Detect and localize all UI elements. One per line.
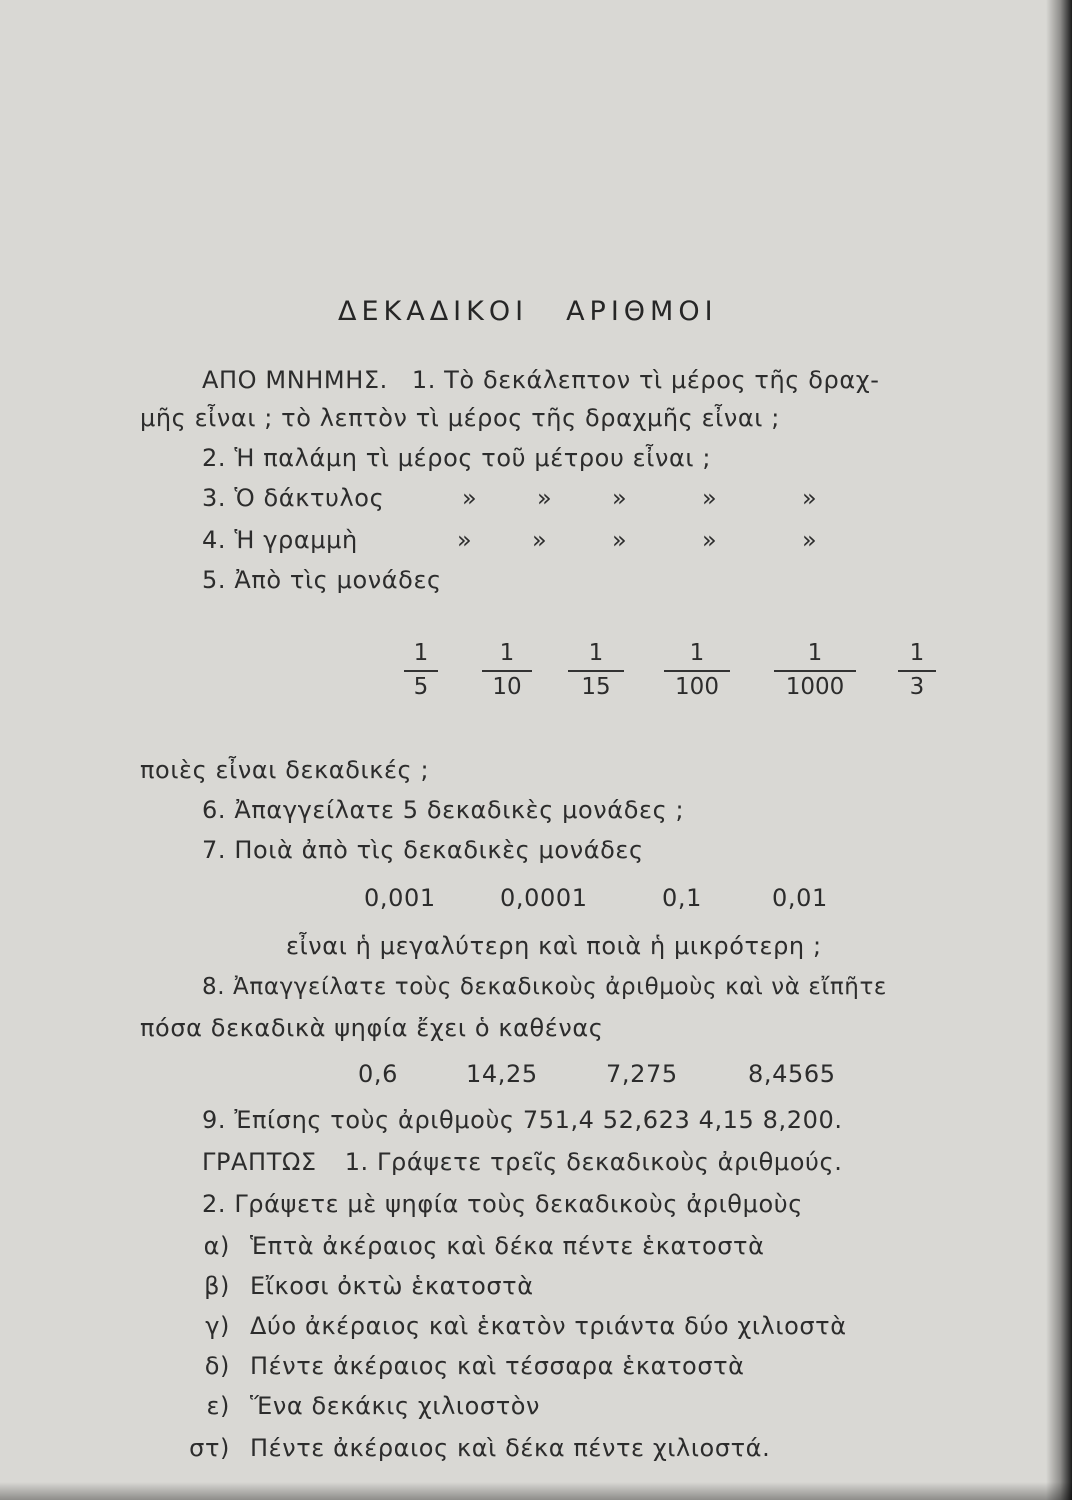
fraction-denominator: 10 bbox=[492, 674, 522, 700]
written-item bbox=[172, 1434, 770, 1462]
decimal-value: 7,275 bbox=[606, 1060, 678, 1088]
written-w1 bbox=[202, 1148, 842, 1176]
decimal-value: 14,25 bbox=[466, 1060, 538, 1088]
fraction-numerator: 1 bbox=[807, 640, 823, 666]
memory-q6: 6. Ἀπαγγείλατε 5 δεκαδικὲς μονάδες ; bbox=[202, 796, 685, 824]
page-edge-shadow-bottom bbox=[0, 1482, 1072, 1500]
decimal-value: 8,4565 bbox=[748, 1060, 836, 1088]
ditto-mark: » bbox=[457, 526, 473, 554]
fraction-denominator: 5 bbox=[413, 674, 429, 700]
ditto-mark: » bbox=[702, 526, 718, 554]
decimal-value: 0,0001 bbox=[500, 884, 588, 912]
title-word-2: ΑΡΙΘΜΟΙ bbox=[566, 296, 718, 327]
memory-q5-tail: ποιὲς εἶναι δεκαδικές ; bbox=[140, 756, 430, 784]
written-heading: ΓΡΑΠΤΩΣ bbox=[202, 1148, 317, 1176]
fraction bbox=[404, 640, 438, 700]
written-item-text: Πέντε ἀκέραιος καὶ δέκα πέντε χιλιοστά. bbox=[250, 1434, 771, 1462]
fraction bbox=[482, 640, 532, 700]
fraction-numerator: 1 bbox=[413, 640, 429, 666]
written-item-text: Δύο ἀκέραιος καὶ ἑκατὸν τριάντα δύο χιλιοστὰ bbox=[250, 1312, 847, 1340]
memory-q4 bbox=[202, 526, 818, 554]
fraction-denominator: 3 bbox=[909, 674, 925, 700]
title-word-1: ΔΕΚΑΔΙΚΟΙ bbox=[338, 296, 529, 327]
ditto-mark: » bbox=[532, 526, 548, 554]
fraction-denominator: 15 bbox=[581, 674, 611, 700]
decimal-value: 0,01 bbox=[772, 884, 828, 912]
memory-q1-line2: μῆς εἶναι ; τὸ λεπτὸν τὶ μέρος τῆς δραχμῆς εἶναι ; bbox=[140, 404, 780, 432]
memory-q1-line1 bbox=[202, 366, 879, 394]
memory-q8-line1: 8. Ἀπαγγείλατε τοὺς δεκαδικοὺς ἀριθμοὺς καὶ νὰ εἴπῆτε bbox=[202, 974, 887, 1000]
written-item-text: Ἑπτὰ ἀκέραιος καὶ δέκα πέντε ἑκατοστὰ bbox=[250, 1232, 765, 1260]
written-w2: 2. Γράψετε μὲ ψηφία τοὺς δεκαδικοὺς ἀριθμοὺς bbox=[202, 1190, 803, 1218]
written-item-text: Εἴκοσι ὀκτὼ ἑκατοστὰ bbox=[250, 1272, 534, 1300]
ditto-mark: » bbox=[462, 484, 478, 512]
written-item-text: Ἕνα δεκάκις χιλιοστὸν bbox=[250, 1392, 541, 1420]
memory-q7: 7. Ποιὰ ἀπὸ τὶς δεκαδικὲς μονάδες bbox=[202, 836, 644, 864]
page-title bbox=[338, 296, 718, 327]
memory-q2: 2. Ἡ παλάμη τὶ μέρος τοῦ μέτρου εἶναι ; bbox=[202, 444, 712, 472]
written-w1-text: 1. Γράψετε τρεῖς δεκαδικοὺς ἀριθμούς. bbox=[344, 1148, 843, 1176]
fraction-numerator: 1 bbox=[499, 640, 515, 666]
written-item-label: β) bbox=[204, 1272, 230, 1300]
memory-q3-label: 3. Ὁ δάκτυλος bbox=[202, 484, 385, 512]
written-item bbox=[172, 1352, 745, 1380]
written-item-text: Πέντε ἀκέραιος καὶ τέσσαρα ἑκατοστὰ bbox=[250, 1352, 745, 1380]
decimal-value: 0,001 bbox=[364, 884, 436, 912]
ditto-mark: » bbox=[537, 484, 553, 512]
fraction bbox=[568, 640, 624, 700]
memory-q7-tail: εἶναι ἡ μεγαλύτερη καὶ ποιὰ ἡ μικρότερη ; bbox=[286, 932, 822, 960]
written-item-label: α) bbox=[203, 1232, 230, 1260]
fraction bbox=[774, 640, 856, 700]
decimal-value: 0,6 bbox=[358, 1060, 398, 1088]
ditto-mark: » bbox=[612, 526, 628, 554]
written-item bbox=[172, 1272, 534, 1300]
written-item-label: δ) bbox=[204, 1352, 230, 1380]
fraction-numerator: 1 bbox=[909, 640, 925, 666]
fraction-denominator: 100 bbox=[675, 674, 719, 700]
written-item-label: ε) bbox=[206, 1392, 230, 1420]
page-edge-shadow-right bbox=[1046, 0, 1072, 1500]
memory-q1-text: 1. Τὸ δεκάλεπτον τὶ μέρος τῆς δραχ- bbox=[411, 366, 880, 394]
fraction-numerator: 1 bbox=[588, 640, 604, 666]
decimal-value: 0,1 bbox=[662, 884, 702, 912]
fraction bbox=[898, 640, 936, 700]
written-item-label: στ) bbox=[189, 1434, 230, 1462]
memory-q5: 5. Ἀπὸ τὶς μονάδες bbox=[202, 566, 442, 594]
written-item-label: γ) bbox=[205, 1312, 230, 1340]
ditto-mark: » bbox=[802, 526, 818, 554]
fraction bbox=[664, 640, 730, 700]
written-item bbox=[172, 1232, 765, 1260]
ditto-mark: » bbox=[802, 484, 818, 512]
memory-q8-line2: πόσα δεκαδικὰ ψηφία ἔχει ὁ καθένας bbox=[140, 1014, 604, 1042]
ditto-mark: » bbox=[612, 484, 628, 512]
fraction-numerator: 1 bbox=[689, 640, 705, 666]
memory-q4-label: 4. Ἡ γραμμὴ bbox=[202, 526, 358, 554]
memory-q3 bbox=[202, 484, 818, 512]
ditto-mark: » bbox=[702, 484, 718, 512]
fraction-denominator: 1000 bbox=[785, 674, 845, 700]
written-item bbox=[172, 1312, 847, 1340]
written-item bbox=[172, 1392, 540, 1420]
memory-heading: ΑΠΟ ΜΝΗΜΗΣ. bbox=[202, 366, 388, 394]
memory-q9: 9. Ἐπίσης τοὺς ἀριθμοὺς 751,4 52,623 4,15 8,200. bbox=[202, 1106, 843, 1134]
